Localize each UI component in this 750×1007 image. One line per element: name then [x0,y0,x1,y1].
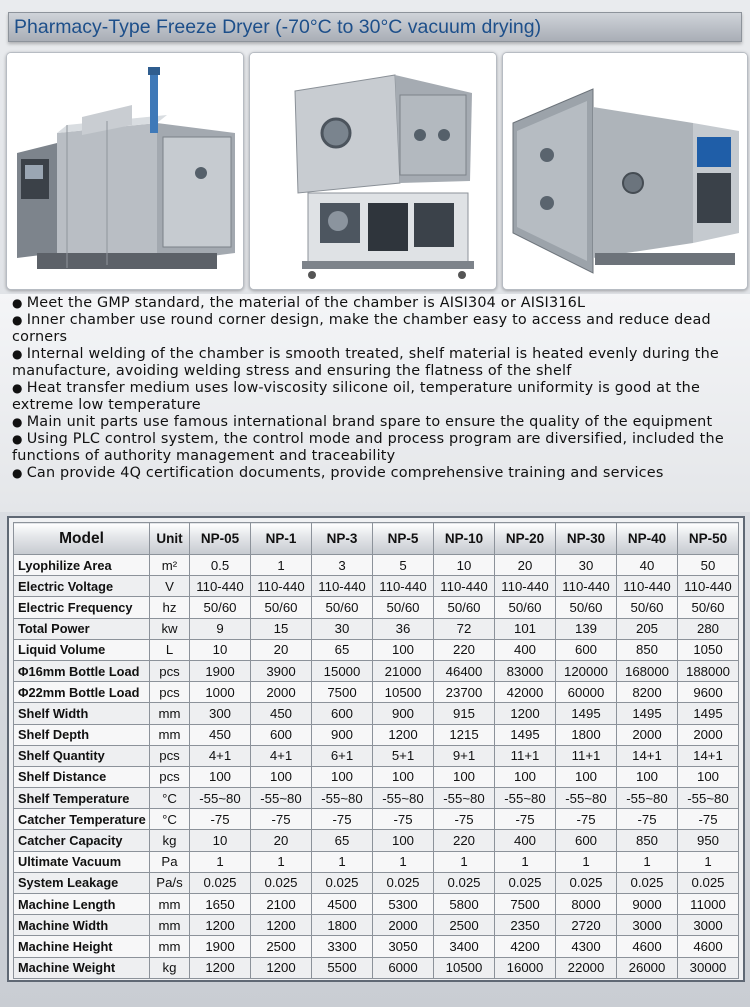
value-cell: -55~80 [556,788,617,809]
table-row [14,915,739,936]
value-cell: 900 [373,703,434,724]
value-cell: 72 [434,618,495,639]
value-cell: 20 [251,830,312,851]
value-cell: 0.025 [556,872,617,893]
page-title: Pharmacy-Type Freeze Dryer (-70°C to 30°C vacuum drying) [14,16,542,38]
unit-cell: m² [150,555,190,576]
header-cell: NP-40 [617,523,678,555]
value-cell: 65 [312,639,373,660]
value-cell: 50/60 [678,597,739,618]
value-cell: -55~80 [251,788,312,809]
value-cell: 205 [617,618,678,639]
value-cell: -55~80 [678,788,739,809]
unit-cell: kw [150,618,190,639]
value-cell: 900 [312,724,373,745]
value-cell: 1 [251,851,312,872]
param-name-cell: Machine Width [14,915,150,936]
value-cell: 10 [434,555,495,576]
value-cell: 1900 [190,936,251,957]
feature-item: ● Internal welding of the chamber is smooth treated, shelf material is heated evenly during the manufacture, avoiding welding stress and ensuring the flatness of the shelf [12,346,742,380]
title-bar [8,12,742,42]
value-cell: 600 [556,639,617,660]
table-row [14,872,739,893]
value-cell: 1495 [495,724,556,745]
value-cell: 30 [556,555,617,576]
value-cell: 4+1 [251,745,312,766]
param-name-cell: Machine Weight [14,957,150,978]
value-cell: 100 [495,766,556,787]
value-cell: 50/60 [373,597,434,618]
value-cell: 1000 [190,682,251,703]
value-cell: -55~80 [617,788,678,809]
value-cell: -75 [190,809,251,830]
value-cell: -55~80 [312,788,373,809]
header-cell: Model [14,523,150,555]
value-cell: 36 [373,618,434,639]
value-cell: 1200 [190,957,251,978]
value-cell: 3000 [678,915,739,936]
table-row [14,788,739,809]
value-cell: 101 [495,618,556,639]
value-cell: 2720 [556,915,617,936]
header-cell: NP-05 [190,523,251,555]
table-row [14,576,739,597]
value-cell: 1200 [251,957,312,978]
value-cell: 23700 [434,682,495,703]
param-name-cell: System Leakage [14,872,150,893]
param-name-cell: Electric Frequency [14,597,150,618]
value-cell: 1050 [678,639,739,660]
value-cell: 1 [495,851,556,872]
param-name-cell: Shelf Temperature [14,788,150,809]
value-cell: 2500 [251,936,312,957]
value-cell: 0.025 [495,872,556,893]
unit-cell: pcs [150,682,190,703]
value-cell: 46400 [434,660,495,681]
value-cell: 2100 [251,894,312,915]
value-cell: 1495 [617,703,678,724]
table-row [14,851,739,872]
value-cell: 50/60 [617,597,678,618]
value-cell: 100 [434,766,495,787]
value-cell: 10500 [434,957,495,978]
value-cell: 11+1 [495,745,556,766]
value-cell: -55~80 [434,788,495,809]
value-cell: 1 [678,851,739,872]
value-cell: 0.5 [190,555,251,576]
value-cell: 14+1 [678,745,739,766]
value-cell: 42000 [495,682,556,703]
param-name-cell: Catcher Capacity [14,830,150,851]
value-cell: 10 [190,830,251,851]
value-cell: 11000 [678,894,739,915]
freeze-dryer-photo-3 [502,52,748,290]
value-cell: 3000 [617,915,678,936]
value-cell: 11+1 [556,745,617,766]
value-cell: 915 [434,703,495,724]
value-cell: 0.025 [251,872,312,893]
feature-item: ● Can provide 4Q certification documents, provide comprehensive training and services [12,465,742,482]
header-cell: NP-10 [434,523,495,555]
value-cell: 9600 [678,682,739,703]
value-cell: -75 [678,809,739,830]
value-cell: 110-440 [373,576,434,597]
spec-table-body [14,555,739,979]
value-cell: 22000 [556,957,617,978]
value-cell: 1200 [495,703,556,724]
value-cell: 100 [678,766,739,787]
table-row [14,682,739,703]
value-cell: 7500 [495,894,556,915]
param-name-cell: Shelf Quantity [14,745,150,766]
value-cell: 5+1 [373,745,434,766]
value-cell: -75 [495,809,556,830]
unit-cell: Pa [150,851,190,872]
param-name-cell: Φ22mm Bottle Load [14,682,150,703]
header-cell: NP-3 [312,523,373,555]
value-cell: 3900 [251,660,312,681]
value-cell: -75 [556,809,617,830]
unit-cell: pcs [150,766,190,787]
param-name-cell: Machine Length [14,894,150,915]
value-cell: 1 [617,851,678,872]
unit-cell: °C [150,809,190,830]
value-cell: 188000 [678,660,739,681]
freeze-dryer-photo-1 [6,52,244,290]
value-cell: 110-440 [556,576,617,597]
value-cell: 1200 [190,915,251,936]
value-cell: 60000 [556,682,617,703]
value-cell: 3400 [434,936,495,957]
value-cell: 50/60 [312,597,373,618]
value-cell: 26000 [617,957,678,978]
value-cell: 4300 [556,936,617,957]
param-name-cell: Φ16mm Bottle Load [14,660,150,681]
value-cell: 9000 [617,894,678,915]
table-row [14,936,739,957]
unit-cell: mm [150,936,190,957]
value-cell: 5800 [434,894,495,915]
table-row [14,555,739,576]
param-name-cell: Catcher Temperature [14,809,150,830]
unit-cell: V [150,576,190,597]
table-header-row [14,523,739,555]
value-cell: 8000 [556,894,617,915]
param-name-cell: Shelf Depth [14,724,150,745]
table-row [14,597,739,618]
header-cell: NP-20 [495,523,556,555]
value-cell: 2000 [373,915,434,936]
value-cell: 220 [434,830,495,851]
value-cell: 120000 [556,660,617,681]
spec-table [13,522,739,979]
value-cell: 50 [678,555,739,576]
value-cell: 1800 [556,724,617,745]
unit-cell: pcs [150,745,190,766]
value-cell: 16000 [495,957,556,978]
value-cell: 50/60 [434,597,495,618]
value-cell: 2000 [617,724,678,745]
value-cell: 4500 [312,894,373,915]
value-cell: 1800 [312,915,373,936]
feature-item: ● Inner chamber use round corner design, make the chamber easy to access and reduce dead corners [12,312,742,346]
value-cell: 110-440 [312,576,373,597]
header-cell: Unit [150,523,190,555]
value-cell: 50/60 [190,597,251,618]
param-name-cell: Ultimate Vacuum [14,851,150,872]
value-cell: 1495 [556,703,617,724]
param-name-cell: Liquid Volume [14,639,150,660]
table-row [14,639,739,660]
value-cell: 40 [617,555,678,576]
value-cell: 9 [190,618,251,639]
value-cell: 450 [190,724,251,745]
spec-table-frame [7,516,745,982]
value-cell: 1200 [373,724,434,745]
header-cell: NP-30 [556,523,617,555]
value-cell: 1 [556,851,617,872]
value-cell: 6000 [373,957,434,978]
value-cell: 100 [373,830,434,851]
value-cell: 4600 [617,936,678,957]
value-cell: -75 [617,809,678,830]
value-cell: 4+1 [190,745,251,766]
header-cell: NP-5 [373,523,434,555]
value-cell: -55~80 [495,788,556,809]
value-cell: 15 [251,618,312,639]
param-name-cell: Shelf Distance [14,766,150,787]
value-cell: 5 [373,555,434,576]
value-cell: 110-440 [495,576,556,597]
table-row [14,703,739,724]
value-cell: 2500 [434,915,495,936]
value-cell: 1495 [678,703,739,724]
value-cell: 0.025 [678,872,739,893]
value-cell: 50/60 [251,597,312,618]
unit-cell: mm [150,724,190,745]
value-cell: 65 [312,830,373,851]
value-cell: 0.025 [617,872,678,893]
value-cell: 1900 [190,660,251,681]
table-row [14,618,739,639]
value-cell: 100 [251,766,312,787]
value-cell: 850 [617,639,678,660]
value-cell: 0.025 [312,872,373,893]
value-cell: 300 [190,703,251,724]
value-cell: 1215 [434,724,495,745]
value-cell: 14+1 [617,745,678,766]
value-cell: 3050 [373,936,434,957]
value-cell: 8200 [617,682,678,703]
value-cell: 1200 [251,915,312,936]
value-cell: -75 [434,809,495,830]
param-name-cell: Electric Voltage [14,576,150,597]
value-cell: 850 [617,830,678,851]
value-cell: 400 [495,830,556,851]
value-cell: 100 [312,766,373,787]
value-cell: 280 [678,618,739,639]
value-cell: 168000 [617,660,678,681]
feature-item: ● Meet the GMP standard, the material of the chamber is AISI304 or AISI316L [12,295,742,312]
value-cell: 100 [190,766,251,787]
value-cell: 3300 [312,936,373,957]
param-name-cell: Lyophilize Area [14,555,150,576]
value-cell: 30 [312,618,373,639]
value-cell: 20 [251,639,312,660]
feature-list-panel [0,294,750,512]
param-name-cell: Machine Height [14,936,150,957]
value-cell: 600 [251,724,312,745]
value-cell: -75 [251,809,312,830]
value-cell: 4600 [678,936,739,957]
value-cell: 10 [190,639,251,660]
value-cell: 50/60 [495,597,556,618]
value-cell: 100 [617,766,678,787]
value-cell: 1650 [190,894,251,915]
value-cell: 110-440 [617,576,678,597]
value-cell: 220 [434,639,495,660]
value-cell: 450 [251,703,312,724]
feature-item: ● Using PLC control system, the control mode and process program are diversified, included the functions of authority management and traceability [12,431,742,465]
value-cell: 1 [434,851,495,872]
value-cell: 139 [556,618,617,639]
table-row [14,894,739,915]
value-cell: 1 [190,851,251,872]
table-row [14,724,739,745]
value-cell: 83000 [495,660,556,681]
header-cell: NP-1 [251,523,312,555]
value-cell: 50/60 [556,597,617,618]
value-cell: 2000 [678,724,739,745]
unit-cell: mm [150,894,190,915]
unit-cell: kg [150,830,190,851]
feature-item: ● Heat transfer medium uses low-viscosity silicone oil, temperature uniformity is good at the extreme low temperature [12,380,742,414]
unit-cell: pcs [150,660,190,681]
value-cell: 400 [495,639,556,660]
value-cell: 6+1 [312,745,373,766]
value-cell: 5500 [312,957,373,978]
table-row [14,745,739,766]
value-cell: 20 [495,555,556,576]
header-cell: NP-50 [678,523,739,555]
product-photos [6,52,748,292]
unit-cell: kg [150,957,190,978]
value-cell: 600 [556,830,617,851]
value-cell: 9+1 [434,745,495,766]
value-cell: 30000 [678,957,739,978]
table-row [14,830,739,851]
value-cell: 21000 [373,660,434,681]
value-cell: 0.025 [190,872,251,893]
value-cell: 10500 [373,682,434,703]
unit-cell: hz [150,597,190,618]
value-cell: 7500 [312,682,373,703]
table-row [14,809,739,830]
value-cell: 0.025 [373,872,434,893]
value-cell: 110-440 [678,576,739,597]
value-cell: 3 [312,555,373,576]
value-cell: 1 [312,851,373,872]
value-cell: 110-440 [251,576,312,597]
value-cell: 1 [251,555,312,576]
value-cell: 5300 [373,894,434,915]
value-cell: 15000 [312,660,373,681]
value-cell: 0.025 [434,872,495,893]
value-cell: 2350 [495,915,556,936]
value-cell: 100 [373,639,434,660]
table-row [14,766,739,787]
unit-cell: mm [150,915,190,936]
unit-cell: Pa/s [150,872,190,893]
value-cell: 2000 [251,682,312,703]
unit-cell: °C [150,788,190,809]
table-row [14,957,739,978]
param-name-cell: Shelf Width [14,703,150,724]
value-cell: 950 [678,830,739,851]
value-cell: 110-440 [190,576,251,597]
value-cell: 4200 [495,936,556,957]
value-cell: -55~80 [190,788,251,809]
value-cell: 110-440 [434,576,495,597]
feature-list [0,294,750,482]
value-cell: 1 [373,851,434,872]
feature-item: ● Main unit parts use famous international brand spare to ensure the quality of the equipment [12,414,742,431]
value-cell: 100 [556,766,617,787]
value-cell: 100 [373,766,434,787]
value-cell: -55~80 [373,788,434,809]
unit-cell: mm [150,703,190,724]
value-cell: 600 [312,703,373,724]
table-row [14,660,739,681]
value-cell: -75 [373,809,434,830]
freeze-dryer-photo-2 [249,52,497,290]
unit-cell: L [150,639,190,660]
value-cell: -75 [312,809,373,830]
param-name-cell: Total Power [14,618,150,639]
